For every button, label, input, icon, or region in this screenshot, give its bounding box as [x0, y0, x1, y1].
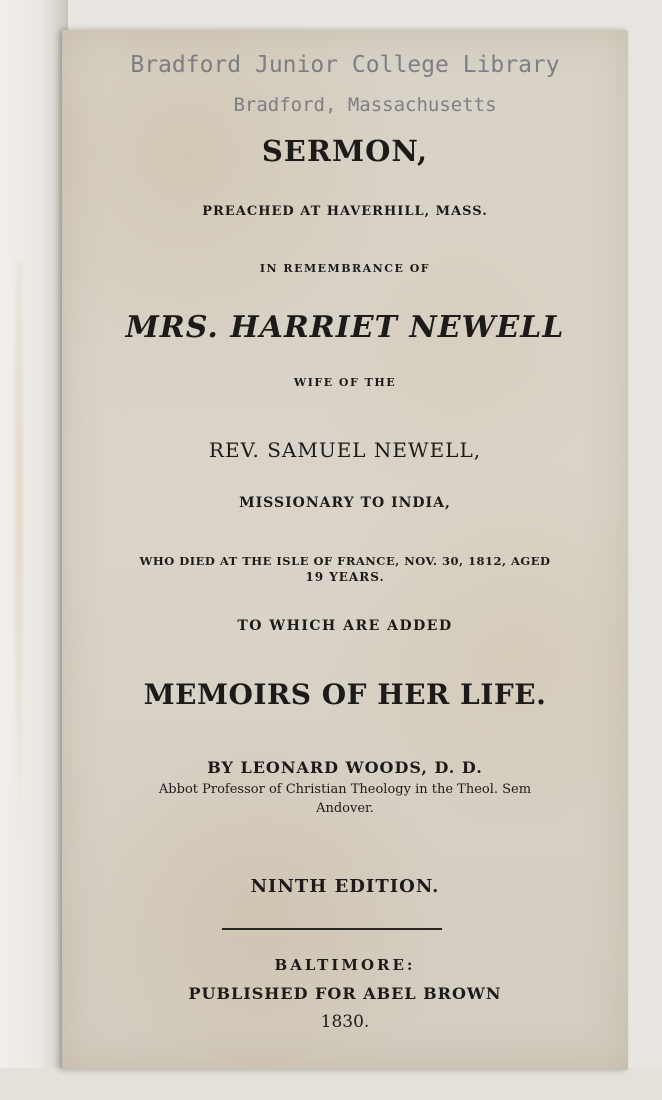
- husband-name: REV. SAMUEL NEWELL,: [208, 438, 482, 462]
- subject-name: MRS. HARRIET NEWELL: [125, 310, 565, 345]
- death-details-line1: WHO DIED AT THE ISLE OF FRANCE, NOV. 30, 1812, AGED: [139, 554, 551, 568]
- author-title-line2: Andover.: [316, 801, 374, 816]
- title-heading: SERMON,: [261, 134, 429, 168]
- library-stamp-line2: Bradford, Massachusetts: [233, 94, 497, 116]
- missionary-line: MISSIONARY TO INDIA,: [239, 495, 451, 511]
- background-surface: [0, 1068, 662, 1100]
- memoirs-title: MEMOIRS OF HER LIFE.: [143, 678, 547, 711]
- preached-line: PREACHED AT HAVERHILL, MASS.: [202, 204, 488, 219]
- divider-rule: [222, 928, 442, 930]
- wife-of-line: WIFE OF THE: [293, 376, 397, 389]
- added-line: TO WHICH ARE ADDED: [237, 618, 453, 634]
- author-title-line1: Abbot Professor of Christian Theology in the Theol. Sem: [158, 782, 532, 797]
- edition-line: NINTH EDITION.: [250, 876, 440, 897]
- author-line: BY LEONARD WOODS, D. D.: [207, 758, 483, 777]
- publisher-line: PUBLISHED FOR ABEL BROWN: [188, 984, 502, 1003]
- library-stamp-line1: Bradford Junior College Library: [130, 52, 560, 78]
- remembrance-line: IN REMEMBRANCE OF: [259, 262, 431, 275]
- death-details-line2: 19 YEARS.: [305, 570, 385, 584]
- title-page: [62, 30, 628, 1070]
- city-line: BALTIMORE:: [274, 956, 416, 974]
- publication-year: 1830.: [320, 1012, 370, 1032]
- book-spine-edge: [0, 0, 68, 1100]
